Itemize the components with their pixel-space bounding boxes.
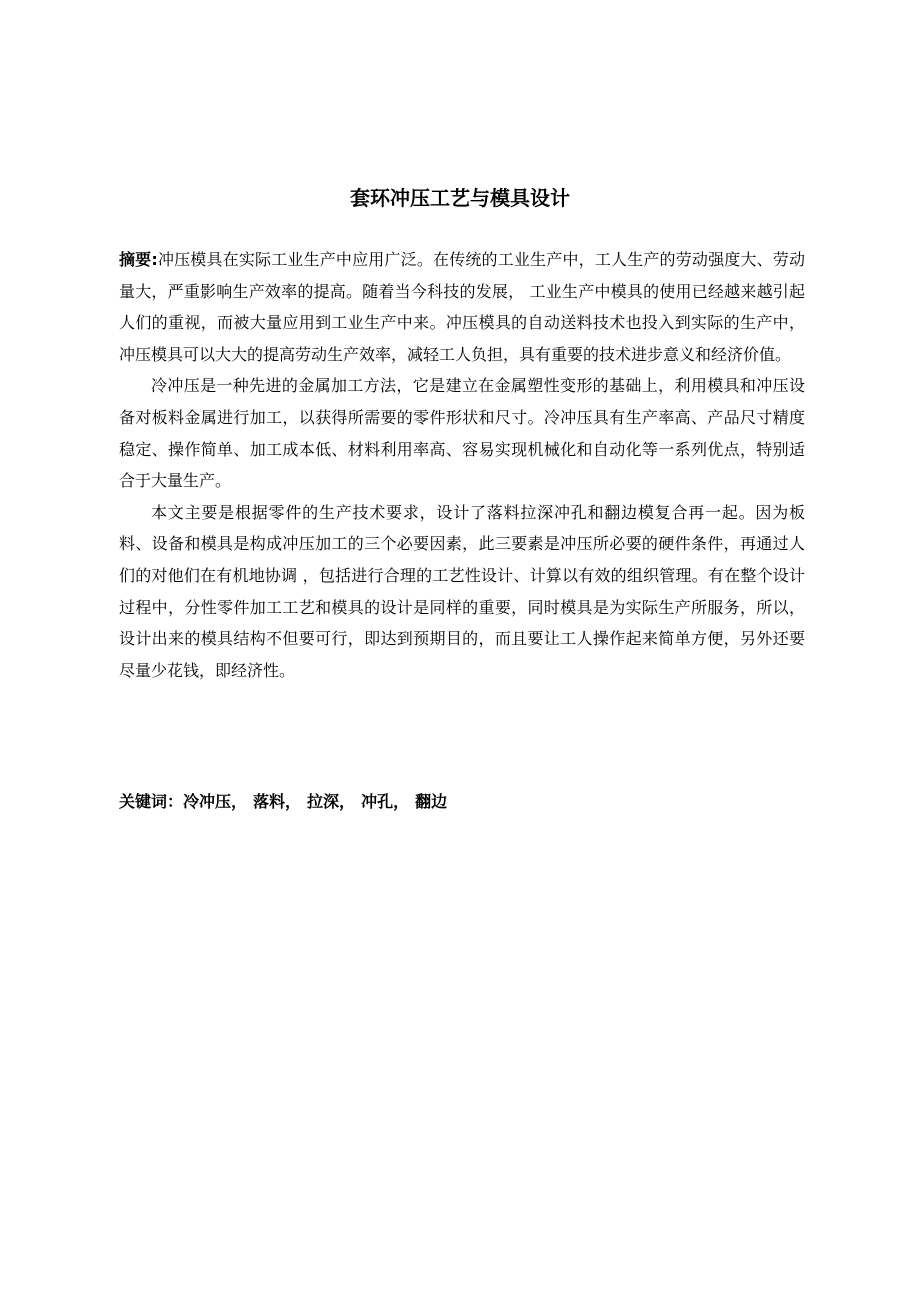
body-paragraph-2: 本文主要是根据零件的生产技术要求，设计了落料拉深冲孔和翻边模复合再一起。因为板料、设备和模具是构成冲压加工的三个必要因素，此三要素是冲压所必要的硬件条件，再通过人们的对他们在有机地协调 ，包括进行合理的工艺性设计、计算以有效的组织管理。有在整个设计过程中，分性零件加工工艺和模具的设计是同样的重要，同时模具是为实际生产所服务，所以，设计出来的模具结构不但要可行，即达到预期目的，而且要让工人操作起来简单方便，另外还要尽量少花钱，即经济性。	[119, 502, 805, 680]
keyword-item: 拉深，	[307, 792, 356, 811]
keywords-label: 关键词：	[119, 792, 184, 811]
body-paragraph-1: 冷冲压是一种先进的金属加工方法，它是建立在金属塑性变形的基础上，利用模具和冲压设备对板料金属进行加工，以获得所需要的零件形状和尺寸。冷冲压具有生产率高、产品尺寸精度稳定、操作简单、加工成本低、材料利用率高、容易实现机械化和自动化等一系列优点，特别适合于大量生产。	[119, 376, 805, 491]
abstract-paragraph	[119, 244, 805, 370]
document-title: 套环冲压工艺与模具设计	[350, 186, 570, 210]
abstract-text: 冲压模具在实际工业生产中应用广泛。在传统的工业生产中，工人生产的劳动强度大、劳动量大，严重影响生产效率的提高。随着当今科技的发展， 工业生产中模具的使用已经越来越引起人们的重视，而被大量应用到工业生产中来。冲压模具的自动送料技术也投入到实际的生产中，冲压模具可以大大的提高劳动生产效率，减轻工人负担，具有重要的技术进步意义和经济价值。	[119, 250, 805, 364]
keyword-item: 冲孔，	[361, 792, 410, 811]
abstract-label: 摘要:	[119, 250, 158, 269]
keyword-item: 冷冲压，	[183, 792, 248, 811]
document-body	[119, 244, 805, 686]
keywords-line	[119, 787, 805, 817]
keyword-item: 落料，	[253, 792, 302, 811]
keyword-item: 翻边	[415, 792, 448, 811]
